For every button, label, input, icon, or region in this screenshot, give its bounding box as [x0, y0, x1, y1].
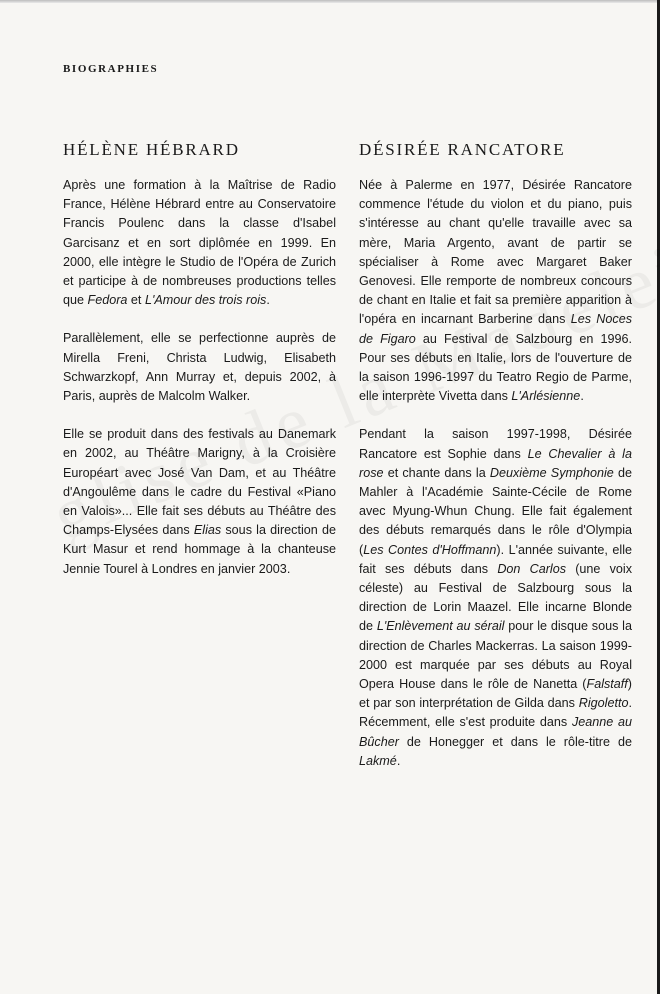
paragraph — [359, 176, 632, 406]
text-run: au Festival de Salzbourg en 1996. Pour ses débuts en Italie, lors de l'ouverture de la saison 1996-1997 du Teatro Regio de Parme, elle interprète Vivetta dans — [359, 331, 632, 404]
work-title: Elias — [193, 523, 222, 538]
artist-name: HÉLÈNE HÉBRARD — [63, 140, 240, 159]
text-run: de Mahler à l'Académie Sainte-Cécile de Rome avec Myung-Whun Chung. Elle fait également des débuts remarqués dans le rôle d'Olympia ( — [359, 465, 633, 557]
text-run: et — [127, 293, 145, 308]
paragraph — [63, 176, 336, 310]
paragraph — [63, 425, 336, 579]
work-title: Le Chevalier à la rose — [359, 446, 632, 480]
text-run: de Honegger et dans le rôle-titre de — [398, 734, 632, 749]
biography-text — [63, 176, 336, 579]
biography-text — [359, 176, 632, 771]
work-title: L'Arlésienne — [511, 389, 581, 404]
work-title: Deuxième Symphonie — [489, 465, 614, 480]
text-run: . — [580, 389, 584, 404]
work-title: Jeanne au Bûcher — [359, 715, 633, 749]
text-run: Elle se produit dans des festivals au Danemark en 2002, au Théâtre Marigny, à la Croisière Européart avec José Van Dam, et au Théâtre d'Angoulême dans le cadre du Festival «Piano en Valois»... Elle fait ses débuts au Théâtre des Champs-Elysées dans — [63, 427, 336, 538]
work-title: Don Carlos — [497, 561, 567, 576]
text-run: ) et par son interprétation de Gilda dans — [359, 677, 632, 711]
biography-hebrard — [63, 140, 336, 598]
work-title: Rigoletto — [578, 696, 629, 711]
text-run: sous la direction de Kurt Masur et rend hommage à la chanteuse Jennie Tourel à Londres en janvier 2003. — [63, 523, 336, 576]
text-run: pour le disque sous la direction de Charles Mackerras. La saison 1999-2000 est marquée par ses débuts au Royal Opera House dans le rôle de Nanetta ( — [359, 619, 632, 692]
work-title: Fedora — [87, 293, 128, 308]
artist-name: DÉSIRÉE RANCATORE — [359, 140, 566, 159]
text-run: Pendant la saison 1997-1998, Désirée Rancatore est Sophie dans — [359, 427, 632, 461]
work-title: L'Enlèvement au sérail — [376, 619, 505, 634]
section-label: BIOGRAPHIES — [63, 63, 159, 75]
paragraph — [63, 329, 336, 406]
text-run: et chante dans la — [383, 465, 490, 480]
text-run: ). L'année suivante, elle fait ses débuts dans — [359, 542, 632, 576]
paragraph — [359, 425, 632, 771]
text-run: . — [396, 753, 401, 768]
text-run: Parallèlement, elle se perfectionne auprès de Mirella Freni, Christa Ludwig, Elisabeth Schwarzkopf, Ann Murray et, depuis 2002, à Paris, auprès de Malcolm Walker. — [63, 331, 336, 404]
text-run: (une voix céleste) au Festival de Salzbourg sous la direction de Lorin Maazel. Elle incarne Blonde de — [359, 561, 633, 634]
text-run: . Récemment, elle s'est produite dans — [359, 696, 632, 730]
text-run: . — [266, 293, 270, 308]
biography-rancatore — [359, 140, 632, 790]
top-edge — [0, 0, 660, 3]
work-title: Les Noces de Figaro — [359, 312, 632, 346]
work-title: Lakmé — [359, 753, 397, 768]
work-title: L'Amour des trois rois — [144, 293, 267, 308]
text-run: Après une formation à la Maîtrise de Radio France, Hélène Hébrard entre au Conservatoire Francis Poulenc dans la classe d'Isabel Garcisanz et en sort diplômée en 1999. En 2000, elle intègre le Studio de l'Opéra de Zurich et participe à de nombreuses productions telles que — [63, 178, 336, 308]
work-title: Falstaff — [586, 677, 628, 692]
work-title: Les Contes d'Hoffmann — [363, 542, 497, 557]
text-run: Née à Palerme en 1977, Désirée Rancatore commence l'étude du violon et du piano, puis s'intéresse au chant qu'elle travaille avec sa mère, Maria Argento, avant de partir se spécialiser à Rome avec Margaret Baker Genovesi. Elle remporte de nombreux concours de chant en Italie et fait sa première apparition à l'opéra en incarnant Barberine dans — [359, 178, 632, 327]
